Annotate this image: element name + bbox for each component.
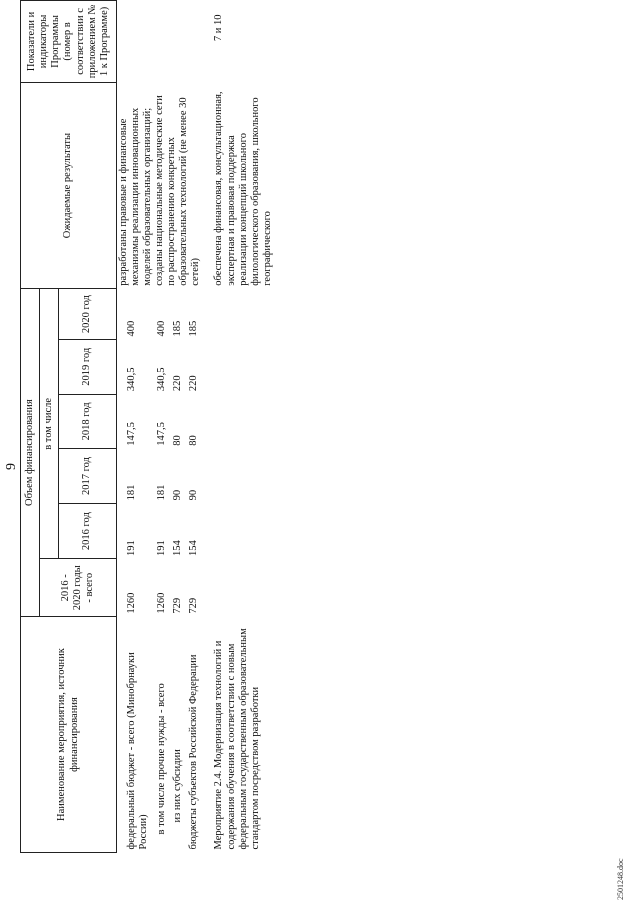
row-2020: 400 bbox=[155, 320, 167, 337]
funding-table bbox=[20, 0, 275, 853]
row-2017: 181 bbox=[126, 484, 137, 501]
row-name: из них субсидии bbox=[172, 749, 184, 823]
row-2019: 340,5 bbox=[126, 367, 137, 392]
row-total: 729 bbox=[172, 597, 184, 614]
page-number: 9 bbox=[4, 463, 19, 470]
header-expected-results: Ожидаемые результаты bbox=[21, 82, 117, 288]
row-name: федеральный бюджет - всего (Минобрнауки России) bbox=[126, 652, 150, 850]
header-indicators: Показатели и индикаторы Программы (номер в соответствии с приложением № 1 к Программе) bbox=[21, 1, 117, 83]
row-2020: 185 bbox=[172, 320, 184, 337]
measure-indicators: 7 и 10 bbox=[213, 14, 225, 42]
row-2019: 220 bbox=[172, 375, 184, 392]
row-2016: 191 bbox=[155, 540, 167, 556]
measure-result: обеспечена финансовая, консультационная, экспертная и правовая поддержка реализации концепций школьного филологического образования, школьного географического bbox=[213, 91, 273, 286]
row-2017: 90 bbox=[188, 489, 200, 501]
table-row-measure bbox=[203, 1, 274, 853]
row-2017: 181 bbox=[155, 484, 167, 501]
row-2020: 400 bbox=[126, 320, 137, 337]
row-total: 729 bbox=[188, 597, 200, 614]
row-2018: 80 bbox=[172, 435, 184, 446]
header-year-2018: 2018 год bbox=[59, 394, 117, 449]
file-footer: 2501248.doc bbox=[616, 858, 625, 900]
header-in-that-number: в том числе bbox=[40, 289, 59, 559]
row-2016: 154 bbox=[172, 540, 184, 556]
measure-name: Мероприятие 2.4. Модернизация технологий и содержания обучения в соответствии с новым федеральным государственным образовательным стандартом посредством разработки bbox=[213, 628, 261, 850]
row-2018: 80 bbox=[188, 435, 200, 446]
row-total: 1260 bbox=[126, 592, 137, 614]
header-funding-volume: Объем финансирования bbox=[21, 289, 40, 617]
row-2019: 220 bbox=[188, 375, 200, 392]
header-name-col: Наименование мероприятия, источник финансирования bbox=[21, 617, 117, 853]
row-2020: 185 bbox=[188, 320, 200, 337]
row-2018: 147,5 bbox=[126, 422, 137, 446]
row-2017: 90 bbox=[172, 489, 184, 501]
header-year-2016: 2016 год bbox=[59, 503, 117, 559]
row-name: бюджеты субъектов Российской Федерации bbox=[188, 654, 200, 850]
row-2016: 191 bbox=[126, 540, 137, 556]
row-total: 1260 bbox=[155, 592, 167, 614]
header-year-2020: 2020 год bbox=[59, 289, 117, 340]
row-2018: 147,5 bbox=[155, 422, 167, 446]
header-year-2019: 2019 год bbox=[59, 339, 117, 394]
row-name: в том числе прочие нужды - всего bbox=[155, 683, 167, 835]
row-2019: 340,5 bbox=[155, 367, 167, 392]
row-2016: 154 bbox=[188, 540, 200, 556]
header-year-2017: 2017 год bbox=[59, 449, 117, 504]
result-top: разработаны правовые и финансовые механизмы реализации инновационных моделей образовательных организаций; созданы национальные методические сети по распространению конкретных образовательных технологий (не менее 30 сетей) bbox=[118, 95, 202, 286]
header-total-col: 2016 - 2020 годы - всего bbox=[40, 559, 117, 617]
